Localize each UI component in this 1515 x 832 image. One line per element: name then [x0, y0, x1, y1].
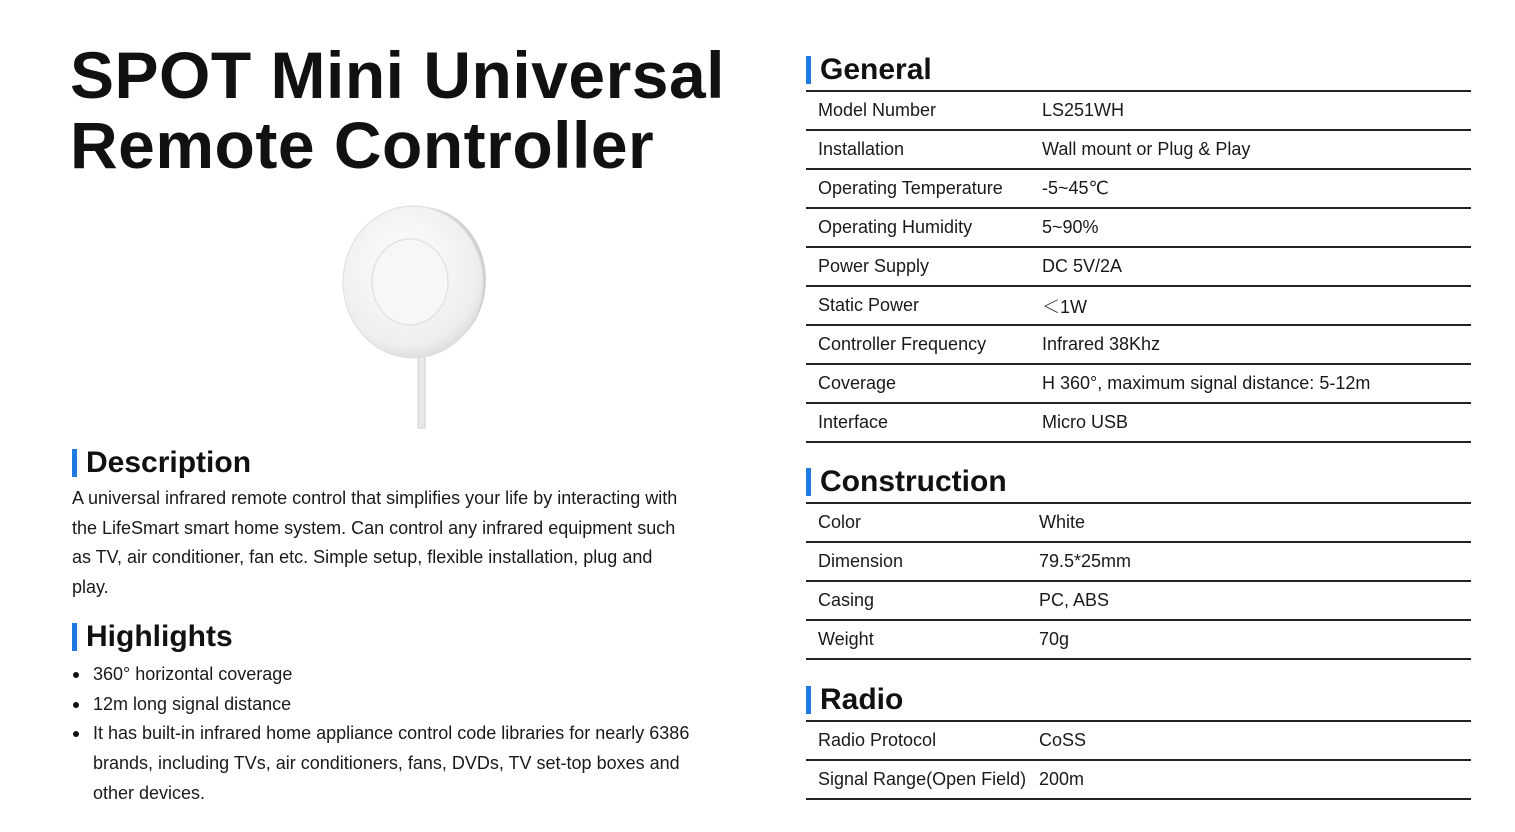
spec-label: Signal Range(Open Field): [818, 769, 1027, 789]
spec-row: [806, 326, 1471, 365]
spec-value: H 360°, maximum signal distance: 5-12m: [1042, 373, 1371, 393]
spec-row: [806, 131, 1471, 170]
spec-value: CoSS: [1039, 730, 1087, 750]
highlights-heading: Highlights: [72, 620, 233, 654]
spec-label: Power Supply: [818, 256, 930, 276]
spec-label: Casing: [818, 590, 875, 610]
spec-label: Radio Protocol: [818, 730, 937, 750]
spec-row: [806, 504, 1471, 543]
spec-label: Model Number: [818, 100, 937, 120]
spec-label: Color: [818, 512, 862, 532]
spec-label: Controller Frequency: [818, 334, 987, 354]
general-heading: General: [806, 53, 932, 87]
spec-value: Wall mount or Plug & Play: [1042, 139, 1251, 159]
spec-row: [806, 287, 1471, 326]
spec-row: [806, 170, 1471, 209]
highlights-list: [72, 660, 692, 809]
spec-row: [806, 365, 1471, 404]
spec-value: -5~45℃: [1042, 178, 1109, 198]
construction-spec-table: [806, 502, 1471, 660]
spec-label: Operating Humidity: [818, 217, 973, 237]
description-heading: Description: [72, 446, 251, 480]
construction-heading: Construction: [806, 465, 1007, 499]
spec-label: Installation: [818, 139, 905, 159]
spec-label: Coverage: [818, 373, 897, 393]
spec-label: Static Power: [818, 295, 920, 315]
spec-label: Interface: [818, 412, 889, 432]
spec-value: ＜1W: [1042, 296, 1087, 317]
spec-label: Dimension: [818, 551, 904, 571]
spec-row: [806, 543, 1471, 582]
highlight-item: 360° horizontal coverage: [72, 660, 692, 690]
spec-value: Infrared 38Khz: [1042, 334, 1161, 354]
highlight-item: It has built-in infrared home appliance control code libraries for nearly 6386 brands, including TVs, air conditioners, fans, DVDs, TV set-top boxes and other devices.: [72, 719, 692, 808]
spec-row: [806, 92, 1471, 131]
spec-value: 5~90%: [1042, 217, 1099, 237]
description-text: A universal infrared remote control that simplifies your life by interacting with the LifeSmart smart home system. Can control any infrared equipment such as TV, air conditioner, fan etc. Simple setup, flexible installation, plug and play.: [72, 488, 678, 598]
spec-value: 70g: [1039, 629, 1070, 649]
spec-value: 200m: [1039, 769, 1085, 789]
spec-row: [806, 248, 1471, 287]
spec-row: [806, 582, 1471, 621]
remote-controller-puck-icon: [330, 200, 500, 430]
spec-value: White: [1039, 512, 1086, 532]
spec-value: LS251WH: [1042, 100, 1125, 120]
product-image: [330, 200, 500, 430]
page-title: [70, 40, 725, 180]
spec-row: [806, 722, 1471, 761]
spec-row: [806, 761, 1471, 800]
spec-row: [806, 621, 1471, 660]
spec-value: DC 5V/2A: [1042, 256, 1123, 276]
spec-label: Operating Temperature: [818, 178, 1003, 198]
spec-label: Weight: [818, 629, 874, 649]
spec-row: [806, 404, 1471, 443]
spec-row: [806, 209, 1471, 248]
highlight-item: 12m long signal distance: [72, 690, 692, 720]
spec-value: Micro USB: [1042, 412, 1129, 432]
general-spec-table: [806, 90, 1471, 443]
spec-value: PC, ABS: [1039, 590, 1110, 610]
radio-spec-table: [806, 720, 1471, 800]
title-line-1: SPOT Mini Universal: [70, 38, 725, 112]
title-line-2: Remote Controller: [70, 108, 655, 182]
radio-heading: Radio: [806, 683, 903, 717]
spec-value: 79.5*25mm: [1039, 551, 1132, 571]
